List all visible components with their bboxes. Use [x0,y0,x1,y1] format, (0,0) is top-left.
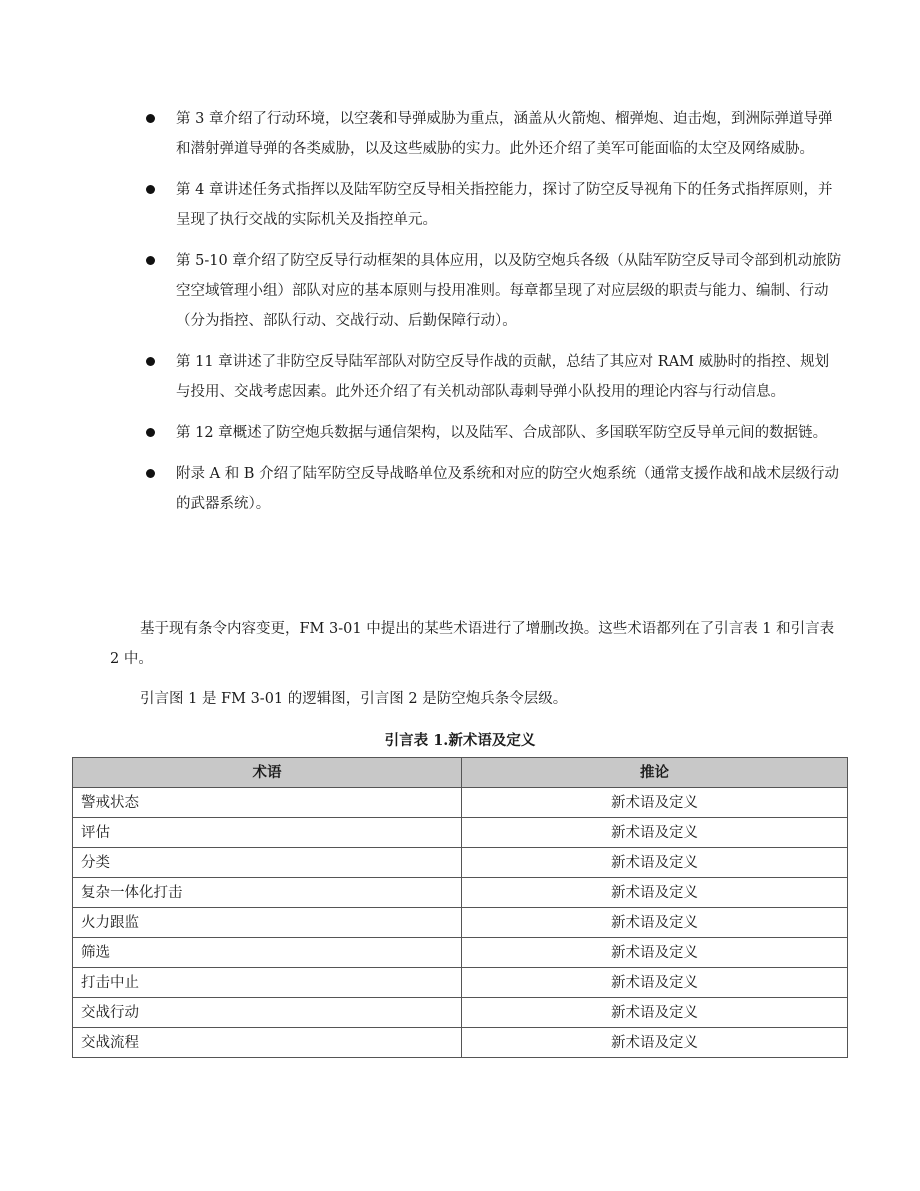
term-cell: 筛选 [73,938,462,968]
list-item-text: 第 3 章介绍了行动环境，以空袭和导弹威胁为重点，涵盖从火箭炮、榴弹炮、迫击炮，到洲际弹道导弹和潜射弹道导弹的各类威胁，以及这些威胁的实力。此外还介绍了美军可能面临的太空及网络威胁。 [176,111,833,157]
list-item-text: 第 11 章讲述了非防空反导陆军部队对防空反导作战的贡献，总结了其应对 RAM 威胁时的指控、规划与投用、交战考虑因素。此外还介绍了有关机动部队毒刺导弹小队投用的理论内容与行动信息。 [176,354,830,400]
note-cell: 新术语及定义 [462,878,848,908]
list-item [140,347,842,407]
note-cell: 新术语及定义 [462,998,848,1028]
note-cell: 新术语及定义 [462,1028,848,1058]
note-cell: 新术语及定义 [462,938,848,968]
table-row [73,848,848,878]
list-item [140,418,842,448]
table-row [73,908,848,938]
chapter-summary-list [140,104,842,530]
term-cell: 交战流程 [73,1028,462,1058]
bullet-dot-icon [146,357,155,366]
column-header-term: 术语 [73,758,462,788]
term-cell: 交战行动 [73,998,462,1028]
term-cell: 分类 [73,848,462,878]
bullet-dot-icon [146,256,155,265]
table-row [73,878,848,908]
note-cell: 新术语及定义 [462,818,848,848]
note-cell: 新术语及定义 [462,788,848,818]
new-terms-table [72,757,848,1058]
table-row [73,998,848,1028]
note-cell: 新术语及定义 [462,848,848,878]
table-row [73,1028,848,1058]
term-cell: 复杂一体化打击 [73,878,462,908]
term-cell: 火力跟监 [73,908,462,938]
term-cell: 打击中止 [73,968,462,998]
term-cell: 评估 [73,818,462,848]
bullet-dot-icon [146,469,155,478]
table-row [73,818,848,848]
list-item-text: 第 5-10 章介绍了防空反导行动框架的具体应用，以及防空炮兵各级（从陆军防空反导司令部到机动旅防空空域管理小组）部队对应的基本原则与投用准则。每章都呈现了对应层级的职责与能力、编制、行动（分为指控、部队行动、交战行动、后勤保障行动）。 [176,253,842,329]
list-item [140,459,842,519]
bullet-dot-icon [146,185,155,194]
table-row [73,968,848,998]
list-item-text: 第 4 章讲述任务式指挥以及陆军防空反导相关指控能力，探讨了防空反导视角下的任务式指挥原则，并呈现了执行交战的实际机关及指控单元。 [176,182,833,228]
table-title: 引言表 1.新术语及定义 [384,732,536,749]
bullet-dot-icon [146,114,155,123]
term-cell: 警戒状态 [73,788,462,818]
table-row [73,788,848,818]
list-item [140,246,842,336]
list-item [140,104,842,164]
table-row [73,938,848,968]
list-item-text: 附录 A 和 B 介绍了陆军防空反导战略单位及系统和对应的防空火炮系统（通常支援作战和战术层级行动的武器系统）。 [176,466,840,512]
note-cell: 新术语及定义 [462,968,848,998]
body-paragraph-terms-change: 基于现有条令内容变更，FM 3-01 中提出的某些术语进行了增删改换。这些术语都列在了引言表 1 和引言表 2 中。 [110,621,835,667]
body-paragraph-figures: 引言图 1 是 FM 3-01 的逻辑图，引言图 2 是防空炮兵条令层级。 [140,691,568,707]
table-header-row [73,758,848,788]
list-item [140,175,842,235]
list-item-text: 第 12 章概述了防空炮兵数据与通信架构，以及陆军、合成部队、多国联军防空反导单元间的数据链。 [176,425,828,441]
column-header-inference: 推论 [462,758,848,788]
note-cell: 新术语及定义 [462,908,848,938]
bullet-dot-icon [146,428,155,437]
